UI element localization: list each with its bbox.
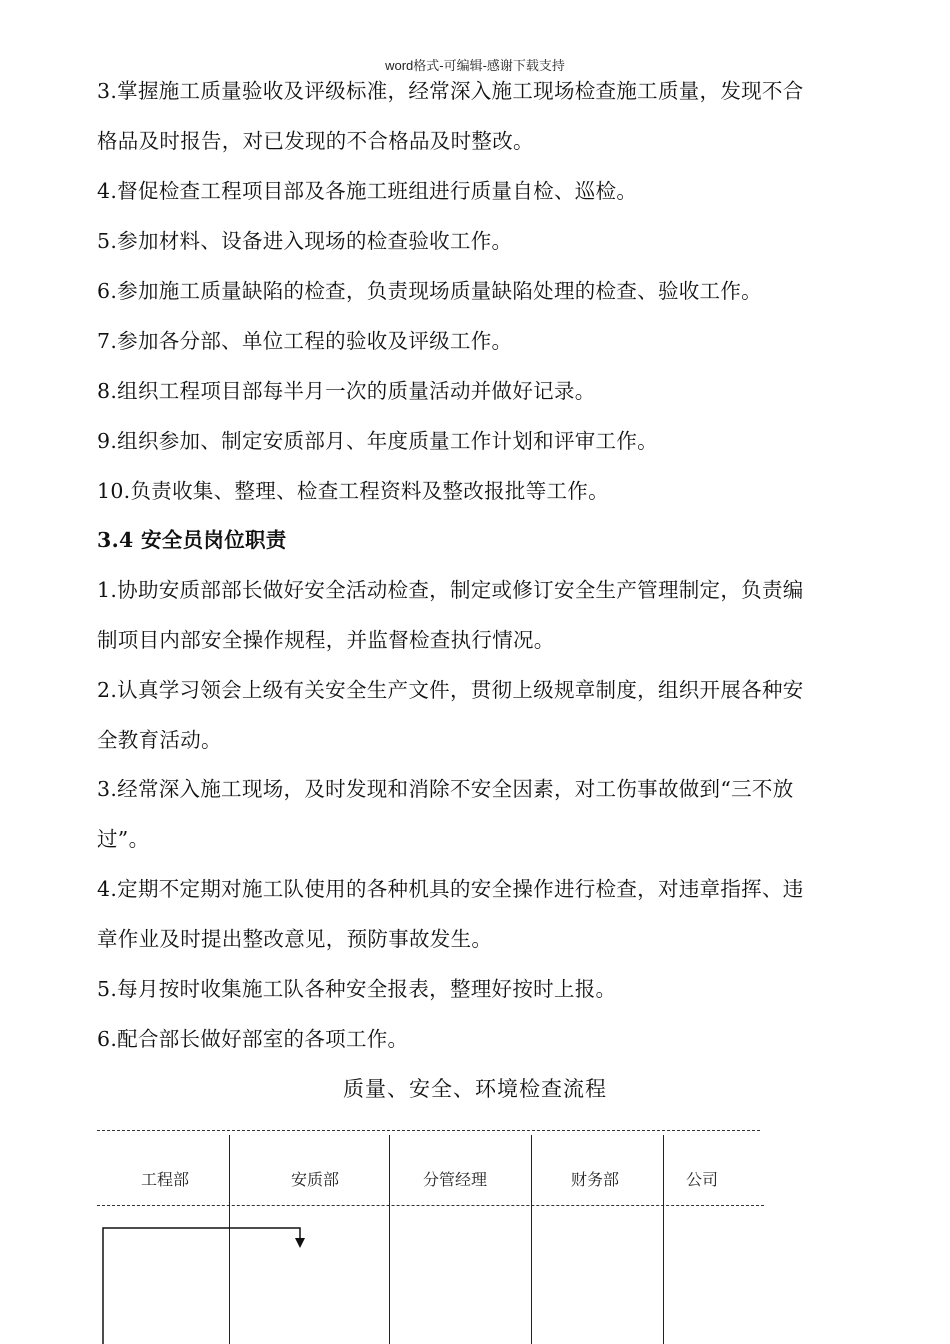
paragraph-line: 10.负责收集、整理、检查工程资料及整改报批等工作。 <box>97 479 609 503</box>
column-header-company: 公司 <box>686 1170 719 1189</box>
paragraph-line: 格品及时报告，对已发现的不合格品及时整改。 <box>97 129 534 153</box>
section-heading: 3.4 安全员岗位职责 <box>97 528 287 552</box>
paragraph-line: 9.组织参加、制定安质部月、年度质量工作计划和评审工作。 <box>97 429 658 453</box>
paragraph-line: 2.认真学习领会上级有关安全生产文件，贯彻上级规章制度，组织开展各种安 <box>97 678 804 702</box>
paragraph-line: 6.参加施工质量缺陷的检查，负责现场质量缺陷处理的检查、验收工作。 <box>97 279 762 303</box>
column-header-quality-safety: 安质部 <box>291 1170 340 1189</box>
arrow-down-icon <box>295 1238 305 1248</box>
paragraph-line: 3.掌握施工质量验收及评级标准，经常深入施工现场检查施工质量，发现不合 <box>97 79 804 103</box>
paragraph-line: 3.经常深入施工现场，及时发现和消除不安全因素，对工伤事故做到“三不放 <box>97 777 794 801</box>
paragraph-line: 5.参加材料、设备进入现场的检查验收工作。 <box>97 229 513 253</box>
paragraph-line: 6.配合部长做好部室的各项工作。 <box>97 1027 409 1051</box>
paragraph-line: 全教育活动。 <box>97 728 222 752</box>
paragraph-line: 5.每月按时收集施工队各种安全报表，整理好按时上报。 <box>97 977 617 1001</box>
paragraph-line: 7.参加各分部、单位工程的验收及评级工作。 <box>97 329 513 353</box>
paragraph-line: 1.协助安质部部长做好安全活动检查，制定或修订安全生产管理制定，负责编 <box>97 578 804 602</box>
paragraph-line: 4.定期不定期对施工队使用的各种机具的安全操作进行检查，对违章指挥、违 <box>97 877 804 901</box>
paragraph-line: 过”。 <box>97 827 150 851</box>
column-header-finance: 财务部 <box>571 1170 620 1189</box>
column-header-manager: 分管经理 <box>423 1170 488 1189</box>
column-header-engineering: 工程部 <box>141 1170 190 1189</box>
paragraph-line: 8.组织工程项目部每半月一次的质量活动并做好记录。 <box>97 379 596 403</box>
page-header: word格式-可编辑-感谢下载支持 <box>385 58 565 73</box>
paragraph-line: 制项目内部安全操作规程，并监督检查执行情况。 <box>97 628 555 652</box>
flowchart-title: 质量、安全、环境检查流程 <box>343 1077 607 1101</box>
paragraph-line: 4.督促检查工程项目部及各施工班组进行质量自检、巡检。 <box>97 179 638 203</box>
paragraph-line: 章作业及时提出整改意见，预防事故发生。 <box>97 927 493 951</box>
